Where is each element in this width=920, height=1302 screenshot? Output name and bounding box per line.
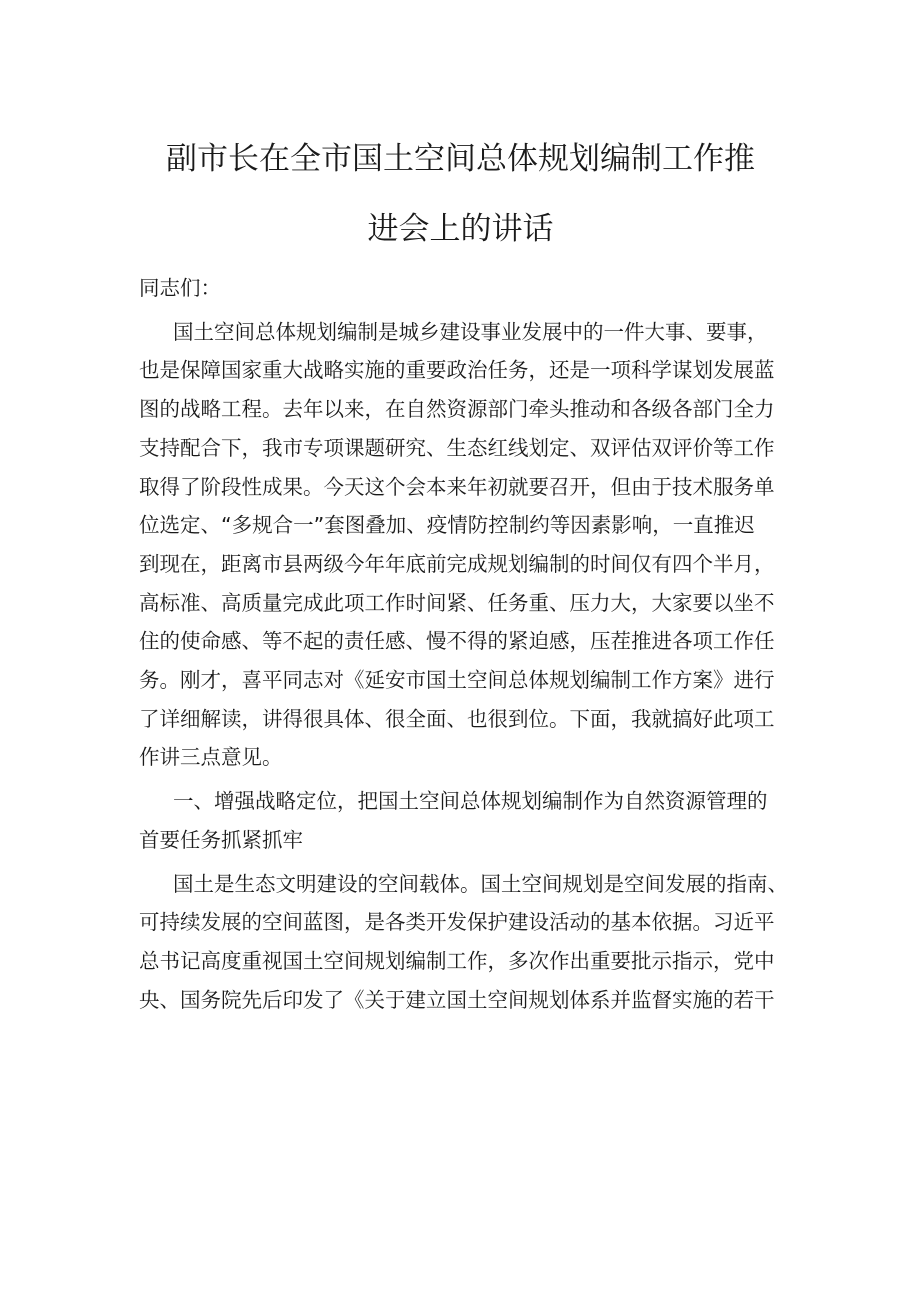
paragraph-line: 了详细解读，讲得很具体、很全面、也很到位。下面，我就搞好此项工	[139, 706, 775, 731]
paragraph-line: 务。刚才，喜平同志对《延安市国土空间总体规划编制工作方案》进行	[139, 668, 775, 693]
salutation-text: 同志们：	[139, 276, 221, 300]
heading-line: 一、增强战略定位，把国土空间总体规划编制作为自然资源管理的	[173, 789, 768, 814]
paragraph-line: 取得了阶段性成果。今天这个会本来年初就要召开，但由于技术服务单	[139, 474, 775, 499]
paragraph-line: 支持配合下，我市专项课题研究、生态红线划定、双评估双评价等工作	[139, 435, 775, 460]
paragraph-line: 可持续发展的空间蓝图，是各类开发保护建设活动的基本依据。习近平	[139, 910, 775, 935]
paragraph-line: 也是保障国家重大战略实施的重要政治任务，还是一项科学谋划发展蓝	[139, 358, 775, 383]
salutation	[139, 269, 782, 308]
paragraph-intro	[139, 313, 782, 777]
heading-line: 首要任务抓紧抓牢	[139, 827, 303, 852]
paragraph-line: 作讲三点意见。	[139, 745, 283, 770]
document-title	[139, 124, 782, 264]
paragraph-line: 位选定、“多规合一”套图叠加、疫情防控制约等因素影响，一直推迟	[139, 513, 755, 538]
paragraph-section-1	[139, 865, 788, 1020]
title-line-2: 进会上的讲话	[367, 211, 554, 247]
paragraph-line: 国土空间总体规划编制是城乡建设事业发展中的一件大事、要事，	[173, 319, 768, 344]
paragraph-line: 央、国务院先后印发了《关于建立国土空间规划体系并监督实施的若干	[139, 987, 775, 1012]
paragraph-line: 到现在，距离市县两级今年年底前完成规划编制的时间仅有四个半月，	[139, 551, 775, 576]
section-heading-1	[139, 782, 782, 859]
paragraph-line: 住的使命感、等不起的责任感、慢不得的紧迫感，压茬推进各项工作任	[139, 629, 775, 654]
paragraph-line: 总书记高度重视国土空间规划编制工作，多次作出重要批示指示，党中	[139, 948, 775, 973]
paragraph-line: 高标准、高质量完成此项工作时间紧、任务重、压力大，大家要以坐不	[139, 590, 775, 615]
paragraph-line: 图的战略工程。去年以来，在自然资源部门牵头推动和各级各部门全力	[139, 397, 775, 422]
title-line-1: 副市长在全市国土空间总体规划编制工作推	[166, 141, 755, 177]
paragraph-line: 国土是生态文明建设的空间载体。国土空间规划是空间发展的指南、	[173, 871, 788, 896]
